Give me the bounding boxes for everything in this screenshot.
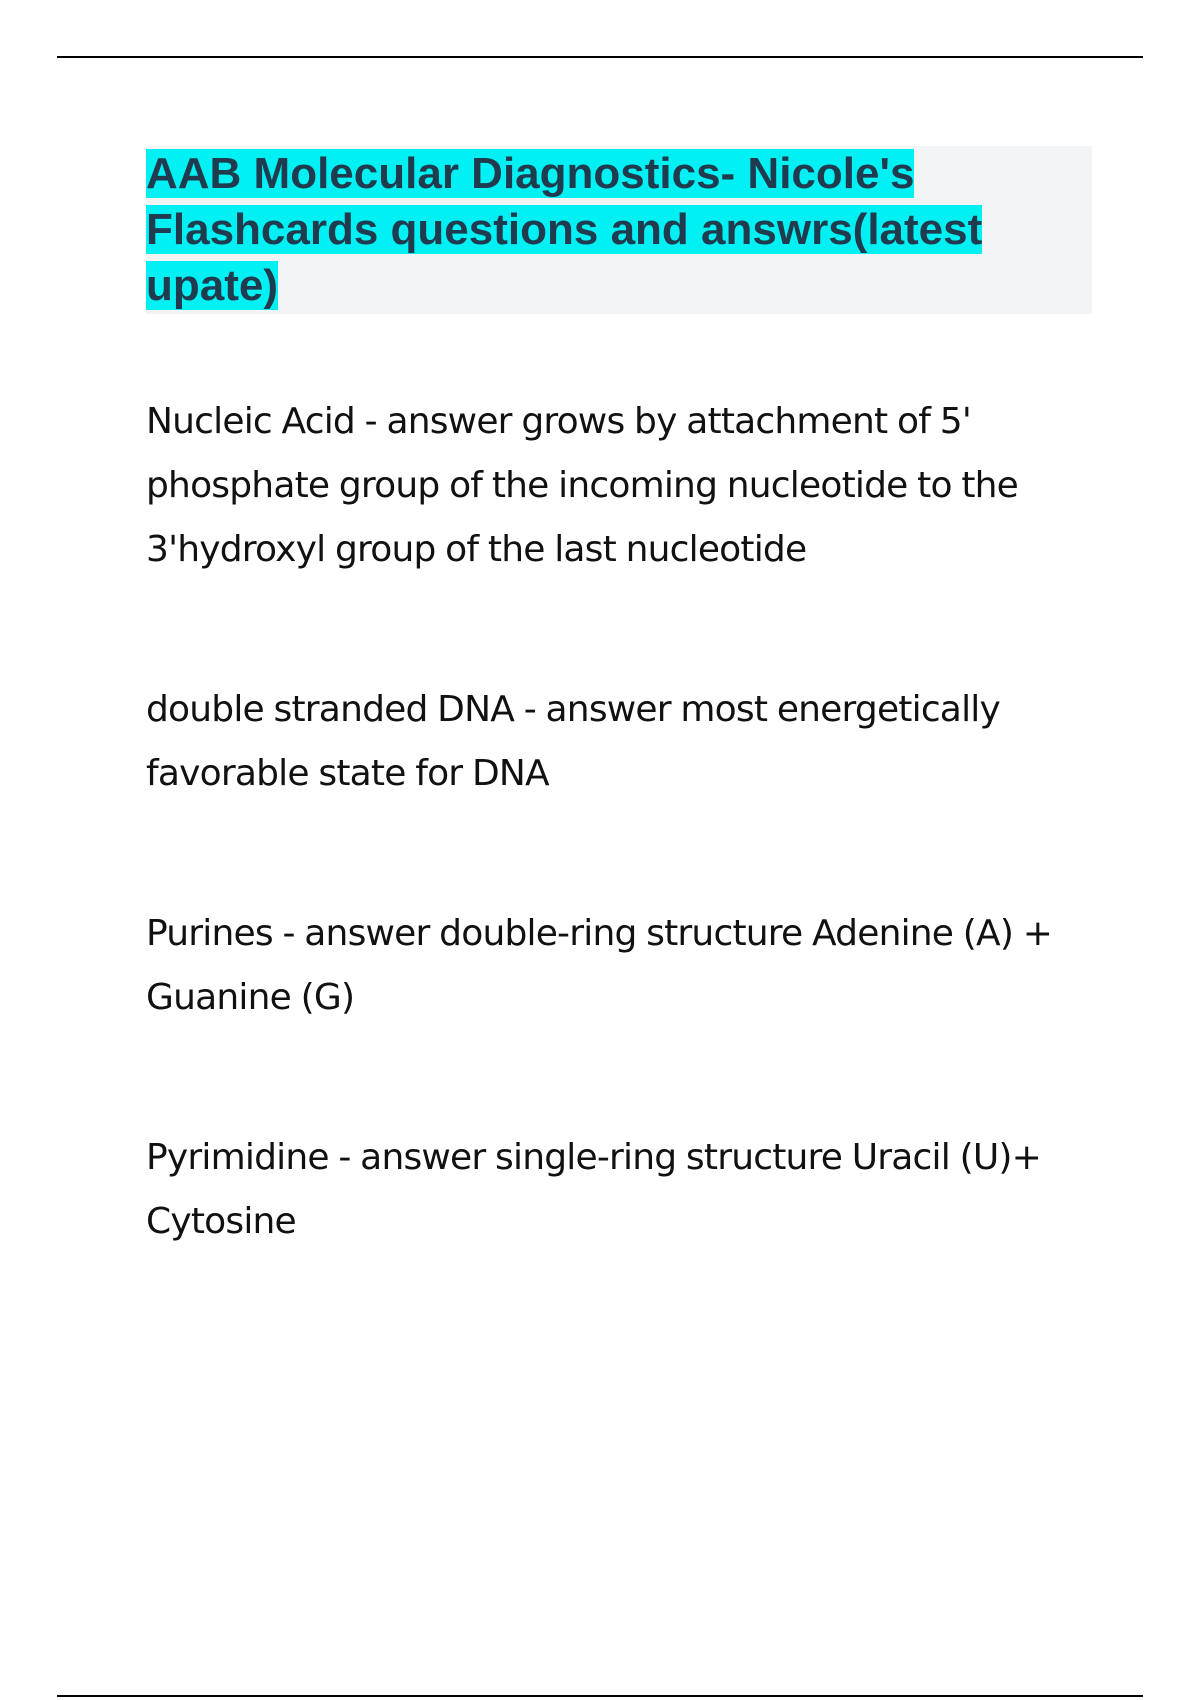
flashcard-pyrimidine: Pyrimidine - answer single-ring structure Uracil (U)+ Cytosine bbox=[146, 1137, 1042, 1242]
top-divider bbox=[57, 56, 1143, 58]
title-block bbox=[146, 146, 1092, 314]
flashcard-double-stranded-dna: double stranded DNA - answer most energetically favorable state for DNA bbox=[146, 689, 1000, 794]
flashcard-purines: Purines - answer double-ring structure Adenine (A) + Guanine (G) bbox=[146, 913, 1053, 1018]
document-title bbox=[146, 146, 1092, 314]
flashcard-nucleic-acid: Nucleic Acid - answer grows by attachment of 5' phosphate group of the incoming nucleotide to the 3'hydroxyl group of the last nucleotide bbox=[146, 401, 1018, 570]
document-title-highlight: AAB Molecular Diagnostics- Nicole's Flashcards questions and answrs(latest upate) bbox=[146, 149, 983, 310]
bottom-divider bbox=[57, 1695, 1143, 1697]
